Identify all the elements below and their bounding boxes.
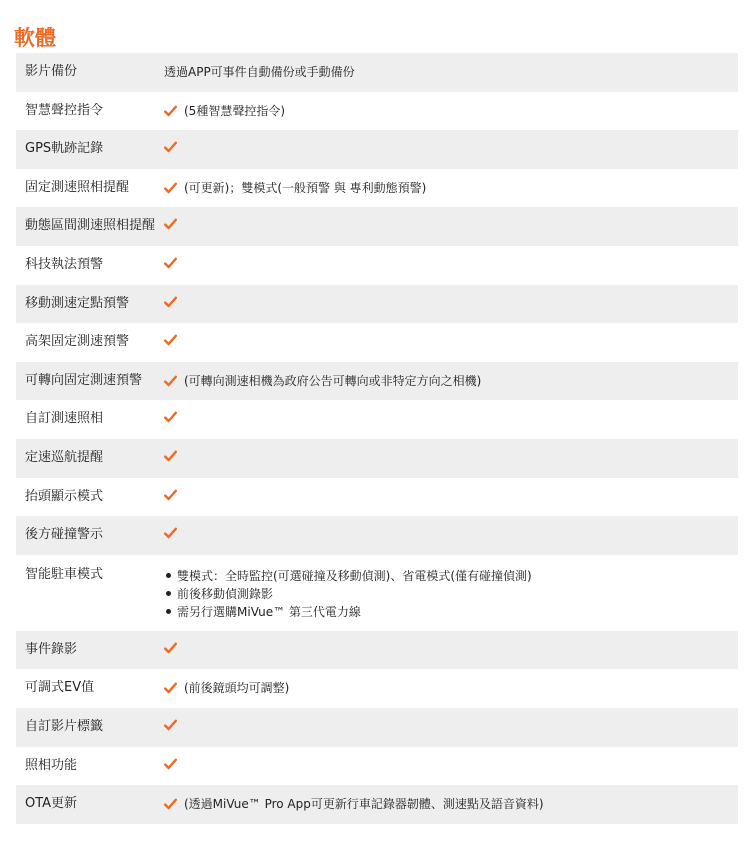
spec-label: 抬頭顯示模式 [25,488,104,504]
spec-row [16,439,738,478]
checkmark-icon [164,489,177,501]
spec-value [156,296,184,308]
spec-label: 影片備份 [25,64,78,79]
spec-note: (5種智慧聲控指令) [184,103,285,118]
bullet-text: 需另行選購MiVue™ 第三代電力線 [177,604,361,619]
spec-value [156,642,184,654]
spec-value [156,527,184,539]
spec-row [16,169,738,208]
checkmark-icon [164,375,177,387]
spec-label: 自訂影片標籤 [25,718,104,734]
spec-value [156,411,184,423]
spec-value [156,758,184,770]
spec-value [156,450,184,462]
checkmark-icon [164,758,177,770]
checkmark-icon [164,105,177,117]
spec-label: GPS軌跡記錄 [25,141,104,157]
bullet-item [166,585,532,603]
spec-row [16,246,738,285]
checkmark-icon [164,798,177,810]
spec-value [156,64,355,80]
spec-value [156,796,544,812]
checkmark-icon [164,719,177,731]
checkmark-icon [164,334,177,346]
bullet-text: 前後移動偵測錄影 [177,586,274,601]
spec-value [156,489,184,501]
spec-value [156,719,184,731]
spec-row [16,478,738,517]
spec-value [156,334,184,346]
spec-row [16,92,738,131]
checkmark-icon [164,450,177,462]
spec-label: 智慧聲控指令 [25,102,104,118]
spec-note: 透過APP可事件自動備份或手動備份 [164,65,355,79]
spec-label: 動態區間測速照相提醒 [25,218,156,234]
spec-label: 照相功能 [25,757,78,773]
spec-row [16,400,738,439]
bullet-text: 雙模式：全時監控(可選碰撞及移動偵測)、省電模式(僅有碰撞偵測) [177,568,532,583]
spec-label: 自訂測速照相 [25,411,104,427]
spec-row [16,285,738,324]
bullet-dot-icon [166,573,171,578]
checkmark-icon [164,257,177,269]
spec-note: (可轉向測速相機為政府公告可轉向或非特定方向之相機) [184,373,482,388]
checkmark-icon [164,527,177,539]
spec-value [156,218,184,230]
spec-label: 定速巡航提醒 [25,449,104,465]
spec-note: (透過MiVue™ Pro App可更新行車記錄器韌體、測速點及語音資料) [184,797,544,812]
spec-label: 固定測速照相提醒 [25,179,130,195]
spec-label: OTA更新 [25,796,78,812]
spec-value [156,257,184,269]
spec-row [16,130,738,169]
bullet-list [156,567,532,621]
spec-row [16,516,738,555]
spec-table [16,53,738,824]
spec-note: (可更新)；雙模式(一般預警 與 專利動態預警) [184,180,427,195]
spec-label: 後方碰撞警示 [25,527,104,543]
spec-value [156,141,184,153]
spec-row [16,53,738,92]
spec-row [16,669,738,708]
checkmark-icon [164,218,177,230]
spec-row [16,785,738,824]
spec-value [156,567,532,621]
spec-label: 移動測速定點預警 [25,295,130,311]
bullet-item [166,603,532,621]
checkmark-icon [164,141,177,153]
bullet-dot-icon [166,609,171,614]
spec-row [16,555,738,631]
checkmark-icon [164,296,177,308]
spec-row [16,747,738,786]
spec-label: 可轉向固定測速預警 [25,372,143,388]
checkmark-icon [164,182,177,194]
spec-row [16,362,738,401]
spec-value [156,680,289,696]
spec-label: 可調式EV值 [25,680,95,696]
section-title: 軟體 [14,26,56,50]
spec-label: 智能駐車模式 [25,566,104,582]
checkmark-icon [164,642,177,654]
checkmark-icon [164,682,177,694]
spec-row [16,323,738,362]
checkmark-icon [164,411,177,423]
spec-label: 高架固定測速預警 [25,334,130,350]
spec-note: (前後鏡頭均可調整) [184,681,290,696]
spec-row [16,631,738,670]
spec-value [156,373,481,389]
spec-row [16,207,738,246]
spec-label: 事件錄影 [25,641,78,657]
spec-row [16,708,738,747]
spec-value [156,180,426,196]
spec-label: 科技執法預警 [25,256,104,272]
bullet-item [166,567,532,585]
spec-value [156,103,285,119]
bullet-dot-icon [166,591,171,596]
